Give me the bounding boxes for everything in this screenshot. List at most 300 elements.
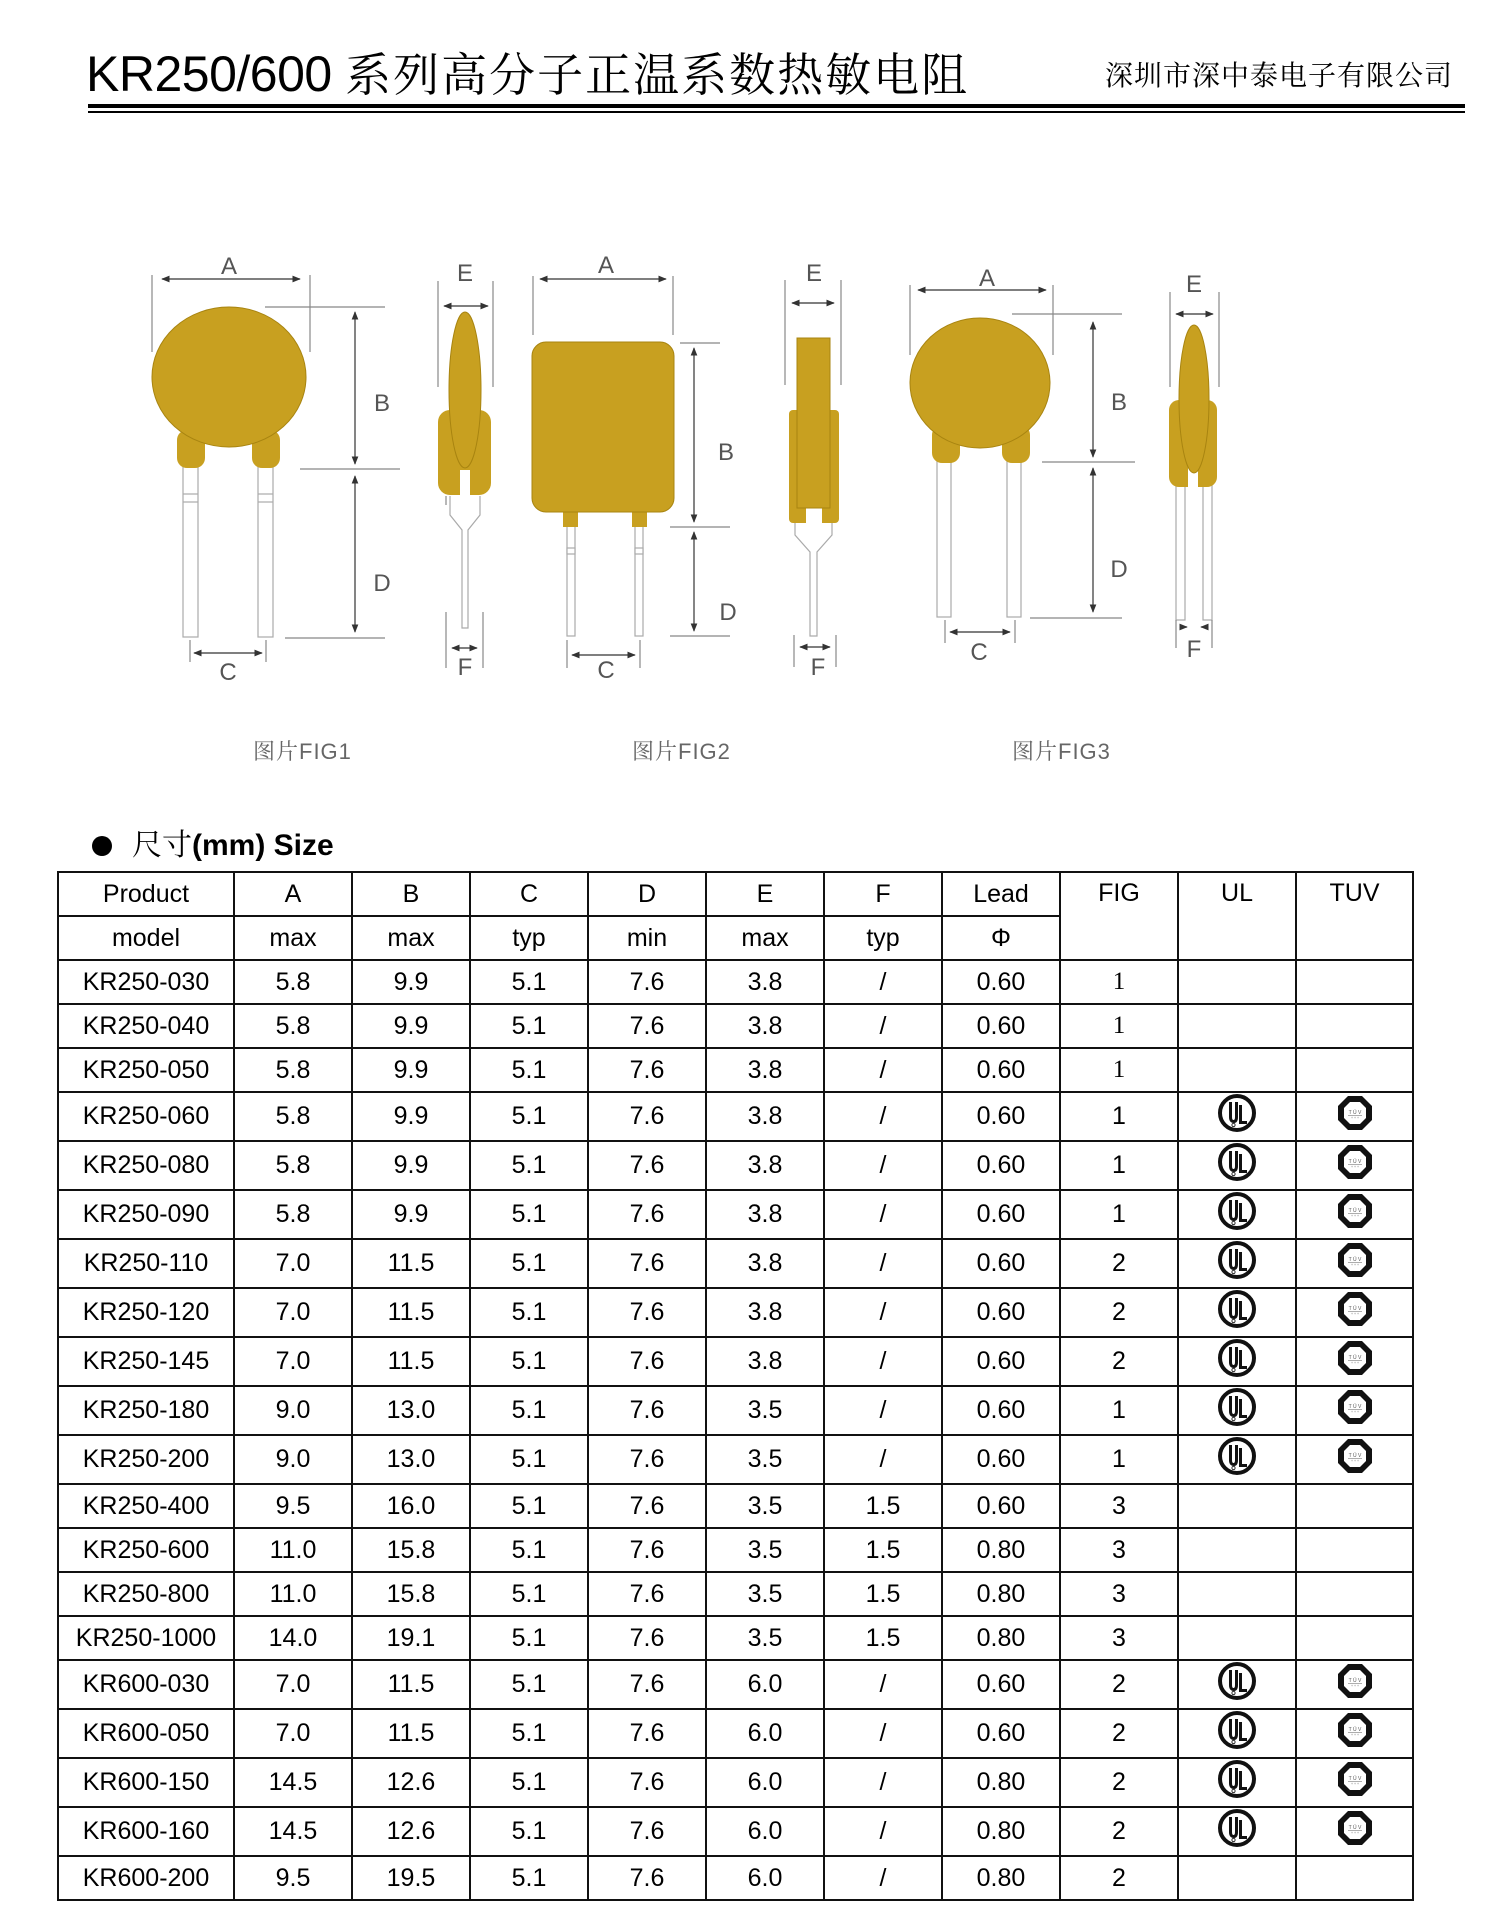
cell-a: 5.8	[234, 1141, 352, 1190]
cell-model: KR250-800	[58, 1572, 234, 1616]
cell-d: 7.6	[588, 960, 706, 1004]
column-header: D	[588, 872, 706, 916]
tuv-certification-icon	[1335, 1142, 1375, 1189]
cell-ul	[1178, 1758, 1296, 1807]
fig3-front-view	[910, 285, 1135, 643]
cell-ul	[1178, 1660, 1296, 1709]
cell-lead: 0.80	[942, 1616, 1060, 1660]
cell-f: 1.5	[824, 1484, 942, 1528]
svg-text:+ + +: + + +	[1350, 1459, 1359, 1463]
cell-d: 7.6	[588, 1758, 706, 1807]
column-subheader: max	[352, 916, 470, 960]
ul-certification-icon	[1217, 1387, 1257, 1434]
cell-a: 5.8	[234, 960, 352, 1004]
fig1-caption: 图片FIG1	[253, 739, 352, 764]
cell-ul	[1178, 960, 1296, 1004]
cell-lead: 0.60	[942, 1709, 1060, 1758]
company-name: 深圳市深中泰电子有限公司	[1105, 59, 1454, 92]
cell-model: KR600-200	[58, 1856, 234, 1900]
cell-a: 11.0	[234, 1572, 352, 1616]
svg-text:T Ü V: T Ü V	[1348, 1776, 1361, 1782]
cell-fig: 2	[1060, 1807, 1178, 1856]
cell-model: KR250-060	[58, 1092, 234, 1141]
svg-text:T Ü V: T Ü V	[1348, 1306, 1361, 1312]
cell-c: 5.1	[470, 1337, 588, 1386]
cell-tuv	[1296, 1048, 1413, 1092]
fig2-label-e: E	[805, 260, 823, 287]
cell-e: 3.8	[706, 1141, 824, 1190]
cell-ul	[1178, 1572, 1296, 1616]
cell-ul	[1178, 1484, 1296, 1528]
cell-fig: 2	[1060, 1239, 1178, 1288]
cell-b: 15.8	[352, 1528, 470, 1572]
cell-lead: 0.60	[942, 1048, 1060, 1092]
cell-a: 14.5	[234, 1758, 352, 1807]
cell-b: 13.0	[352, 1435, 470, 1484]
cell-tuv	[1296, 1435, 1413, 1484]
cell-fig: 3	[1060, 1572, 1178, 1616]
cell-model: KR250-080	[58, 1141, 234, 1190]
ul-certification-icon	[1217, 1289, 1257, 1336]
fig3-label-e: E	[1185, 271, 1203, 298]
cell-lead: 0.60	[942, 1092, 1060, 1141]
cell-lead: 0.80	[942, 1807, 1060, 1856]
fig1-front-view	[152, 275, 400, 662]
cell-lead: 0.80	[942, 1572, 1060, 1616]
cell-e: 3.5	[706, 1435, 824, 1484]
svg-text:+ + +: + + +	[1350, 1684, 1359, 1688]
ul-certification-icon	[1217, 1808, 1257, 1855]
cell-e: 3.8	[706, 1288, 824, 1337]
cell-c: 5.1	[470, 1386, 588, 1435]
cell-model: KR250-110	[58, 1239, 234, 1288]
cell-f: /	[824, 1807, 942, 1856]
size-heading-cn: 尺寸	[132, 828, 192, 863]
cell-fig: 2	[1060, 1337, 1178, 1386]
cell-a: 11.0	[234, 1528, 352, 1572]
svg-text:+ + +: + + +	[1350, 1361, 1359, 1365]
cell-b: 16.0	[352, 1484, 470, 1528]
column-header: C	[470, 872, 588, 916]
column-subheader: Φ	[942, 916, 1060, 960]
cell-f: /	[824, 1141, 942, 1190]
column-header: FIG	[1060, 872, 1178, 960]
cell-fig: 2	[1060, 1660, 1178, 1709]
cell-e: 6.0	[706, 1758, 824, 1807]
table-row	[58, 1709, 1413, 1758]
fig2-front-view	[532, 276, 730, 668]
cell-c: 5.1	[470, 1528, 588, 1572]
cell-e: 6.0	[706, 1807, 824, 1856]
cell-a: 7.0	[234, 1660, 352, 1709]
cell-f: /	[824, 1190, 942, 1239]
cell-fig: 3	[1060, 1616, 1178, 1660]
cell-ul	[1178, 1004, 1296, 1048]
size-table	[57, 871, 1414, 1901]
svg-text:+ + +: + + +	[1350, 1214, 1359, 1218]
cell-d: 7.6	[588, 1572, 706, 1616]
fig1-label-b: B	[373, 390, 391, 417]
cell-b: 9.9	[352, 1004, 470, 1048]
column-header: UL	[1178, 872, 1296, 960]
tuv-certification-icon	[1335, 1808, 1375, 1855]
cell-c: 5.1	[470, 1572, 588, 1616]
column-header: B	[352, 872, 470, 916]
cell-tuv	[1296, 1004, 1413, 1048]
table-row	[58, 1484, 1413, 1528]
cell-model: KR250-030	[58, 960, 234, 1004]
cell-b: 11.5	[352, 1239, 470, 1288]
cell-c: 5.1	[470, 1004, 588, 1048]
cell-lead: 0.60	[942, 1239, 1060, 1288]
cell-fig: 2	[1060, 1856, 1178, 1900]
cell-fig: 3	[1060, 1528, 1178, 1572]
cell-lead: 0.60	[942, 960, 1060, 1004]
ul-certification-icon	[1217, 1240, 1257, 1287]
ul-certification-icon	[1217, 1759, 1257, 1806]
cell-b: 9.9	[352, 1048, 470, 1092]
cell-lead: 0.80	[942, 1528, 1060, 1572]
cell-tuv	[1296, 1660, 1413, 1709]
cell-d: 7.6	[588, 1807, 706, 1856]
cell-f: /	[824, 1758, 942, 1807]
cell-d: 7.6	[588, 1048, 706, 1092]
cell-ul	[1178, 1337, 1296, 1386]
cell-d: 7.6	[588, 1386, 706, 1435]
cell-c: 5.1	[470, 1048, 588, 1092]
cell-lead: 0.80	[942, 1758, 1060, 1807]
cell-c: 5.1	[470, 1239, 588, 1288]
table-row	[58, 1856, 1413, 1900]
cell-d: 7.6	[588, 1484, 706, 1528]
cell-c: 5.1	[470, 1484, 588, 1528]
cell-fig: 1	[1060, 1004, 1178, 1048]
cell-a: 9.0	[234, 1386, 352, 1435]
table-row	[58, 1660, 1413, 1709]
cell-b: 11.5	[352, 1709, 470, 1758]
table-row	[58, 1758, 1413, 1807]
cell-a: 5.8	[234, 1190, 352, 1239]
tuv-certification-icon	[1335, 1661, 1375, 1708]
svg-text:T Ü V: T Ü V	[1348, 1825, 1361, 1831]
cell-model: KR250-180	[58, 1386, 234, 1435]
cell-b: 11.5	[352, 1288, 470, 1337]
cell-d: 7.6	[588, 1528, 706, 1572]
table-row	[58, 1807, 1413, 1856]
cell-tuv	[1296, 1239, 1413, 1288]
cell-e: 3.5	[706, 1386, 824, 1435]
cell-e: 3.8	[706, 1004, 824, 1048]
table-row	[58, 1092, 1413, 1141]
cell-model: KR600-150	[58, 1758, 234, 1807]
cell-lead: 0.80	[942, 1856, 1060, 1900]
fig3-side-view	[1169, 292, 1219, 648]
cell-c: 5.1	[470, 1141, 588, 1190]
cell-tuv	[1296, 1807, 1413, 1856]
cell-fig: 1	[1060, 1141, 1178, 1190]
svg-text:+ + +: + + +	[1350, 1733, 1359, 1737]
cell-d: 7.6	[588, 1709, 706, 1758]
cell-c: 5.1	[470, 1092, 588, 1141]
tuv-certification-icon	[1335, 1240, 1375, 1287]
header-row-1	[58, 872, 1413, 916]
fig2-label-d: D	[719, 599, 737, 626]
cell-lead: 0.60	[942, 1141, 1060, 1190]
cell-tuv	[1296, 1386, 1413, 1435]
cell-tuv	[1296, 960, 1413, 1004]
fig1-label-a: A	[220, 253, 238, 280]
cell-fig: 1	[1060, 1435, 1178, 1484]
cell-c: 5.1	[470, 1758, 588, 1807]
fig3-label-d: D	[1110, 556, 1128, 583]
cell-model: KR600-050	[58, 1709, 234, 1758]
cell-ul	[1178, 1386, 1296, 1435]
svg-text:T Ü V: T Ü V	[1348, 1208, 1361, 1214]
table-row	[58, 1435, 1413, 1484]
cell-a: 9.5	[234, 1856, 352, 1900]
cell-d: 7.6	[588, 1239, 706, 1288]
fig3-label-b: B	[1110, 389, 1128, 416]
column-header: Product	[58, 872, 234, 916]
svg-text:+ + +: + + +	[1350, 1263, 1359, 1267]
cell-ul	[1178, 1288, 1296, 1337]
table-row	[58, 1528, 1413, 1572]
cell-lead: 0.60	[942, 1004, 1060, 1048]
fig3-caption: 图片FIG3	[1012, 739, 1111, 764]
cell-f: /	[824, 1856, 942, 1900]
cell-c: 5.1	[470, 960, 588, 1004]
tuv-certification-icon	[1335, 1338, 1375, 1385]
cell-b: 9.9	[352, 1190, 470, 1239]
tuv-certification-icon	[1335, 1436, 1375, 1483]
cell-c: 5.1	[470, 1190, 588, 1239]
column-header: F	[824, 872, 942, 916]
cell-tuv	[1296, 1092, 1413, 1141]
cell-tuv	[1296, 1288, 1413, 1337]
cell-fig: 1	[1060, 1048, 1178, 1092]
cell-d: 7.6	[588, 1660, 706, 1709]
cell-c: 5.1	[470, 1856, 588, 1900]
cell-tuv	[1296, 1709, 1413, 1758]
tuv-certification-icon	[1335, 1710, 1375, 1757]
column-header: Lead	[942, 872, 1060, 916]
svg-text:T Ü V: T Ü V	[1348, 1257, 1361, 1263]
dimension-drawings	[0, 0, 1508, 800]
cell-model: KR250-120	[58, 1288, 234, 1337]
svg-text:T Ü V: T Ü V	[1348, 1678, 1361, 1684]
cell-model: KR250-1000	[58, 1616, 234, 1660]
cell-a: 7.0	[234, 1288, 352, 1337]
cell-ul	[1178, 1239, 1296, 1288]
svg-text:+ + +: + + +	[1350, 1312, 1359, 1316]
table-row	[58, 1141, 1413, 1190]
svg-text:T Ü V: T Ü V	[1348, 1159, 1361, 1165]
cell-a: 9.5	[234, 1484, 352, 1528]
cell-tuv	[1296, 1856, 1413, 1900]
size-section-heading	[92, 826, 334, 866]
cell-tuv	[1296, 1141, 1413, 1190]
tuv-certification-icon	[1335, 1289, 1375, 1336]
cell-b: 9.9	[352, 1092, 470, 1141]
cell-tuv	[1296, 1190, 1413, 1239]
table-row	[58, 1337, 1413, 1386]
svg-text:T Ü V: T Ü V	[1348, 1727, 1361, 1733]
cell-tuv	[1296, 1758, 1413, 1807]
cell-b: 11.5	[352, 1660, 470, 1709]
cell-b: 11.5	[352, 1337, 470, 1386]
cell-fig: 1	[1060, 1190, 1178, 1239]
cell-f: /	[824, 1092, 942, 1141]
tuv-certification-icon	[1335, 1387, 1375, 1434]
cell-ul	[1178, 1092, 1296, 1141]
cell-model: KR250-145	[58, 1337, 234, 1386]
cell-b: 12.6	[352, 1807, 470, 1856]
cell-f: /	[824, 1288, 942, 1337]
bullet-icon	[92, 836, 112, 856]
cell-ul	[1178, 1709, 1296, 1758]
svg-text:+ + +: + + +	[1350, 1410, 1359, 1414]
svg-text:T Ü V: T Ü V	[1348, 1355, 1361, 1361]
cell-model: KR250-040	[58, 1004, 234, 1048]
svg-text:+ + +: + + +	[1350, 1165, 1359, 1169]
cell-f: /	[824, 1004, 942, 1048]
fig1-side-view	[438, 281, 493, 668]
cell-fig: 2	[1060, 1288, 1178, 1337]
cell-f: 1.5	[824, 1528, 942, 1572]
title-model: KR250/600	[86, 46, 332, 102]
cell-lead: 0.60	[942, 1386, 1060, 1435]
cell-ul	[1178, 1807, 1296, 1856]
cell-lead: 0.60	[942, 1288, 1060, 1337]
cell-c: 5.1	[470, 1660, 588, 1709]
tuv-certification-icon	[1335, 1191, 1375, 1238]
ul-certification-icon	[1217, 1191, 1257, 1238]
cell-fig: 1	[1060, 960, 1178, 1004]
ul-certification-icon	[1217, 1142, 1257, 1189]
size-heading-en: (mm) Size	[192, 829, 334, 862]
cell-f: /	[824, 1337, 942, 1386]
fig2-label-f: F	[810, 654, 826, 681]
cell-ul	[1178, 1435, 1296, 1484]
svg-text:T Ü V: T Ü V	[1348, 1110, 1361, 1116]
cell-e: 3.8	[706, 1048, 824, 1092]
cell-lead: 0.60	[942, 1337, 1060, 1386]
cell-e: 6.0	[706, 1709, 824, 1758]
cell-a: 5.8	[234, 1092, 352, 1141]
fig2-label-c: C	[597, 657, 615, 684]
cell-ul	[1178, 1528, 1296, 1572]
cell-fig: 2	[1060, 1758, 1178, 1807]
cell-model: KR600-160	[58, 1807, 234, 1856]
cell-c: 5.1	[470, 1435, 588, 1484]
cell-fig: 3	[1060, 1484, 1178, 1528]
cell-d: 7.6	[588, 1141, 706, 1190]
cell-d: 7.6	[588, 1337, 706, 1386]
cell-ul	[1178, 1856, 1296, 1900]
column-header: TUV	[1296, 872, 1413, 960]
ul-certification-icon	[1217, 1338, 1257, 1385]
fig1-label-f: F	[457, 654, 473, 681]
fig3-label-f: F	[1186, 636, 1202, 663]
cell-ul	[1178, 1190, 1296, 1239]
cell-fig: 1	[1060, 1386, 1178, 1435]
cell-c: 5.1	[470, 1288, 588, 1337]
table-row	[58, 1004, 1413, 1048]
cell-lead: 0.60	[942, 1190, 1060, 1239]
cell-ul	[1178, 1048, 1296, 1092]
cell-e: 3.5	[706, 1528, 824, 1572]
tuv-certification-icon	[1335, 1759, 1375, 1806]
cell-f: /	[824, 1239, 942, 1288]
cell-f: /	[824, 1435, 942, 1484]
cell-e: 3.8	[706, 1190, 824, 1239]
fig1-label-d: D	[373, 570, 391, 597]
cell-c: 5.1	[470, 1616, 588, 1660]
cell-d: 7.6	[588, 1288, 706, 1337]
cell-e: 6.0	[706, 1660, 824, 1709]
column-subheader: max	[706, 916, 824, 960]
table-row	[58, 1190, 1413, 1239]
table-row	[58, 960, 1413, 1004]
ul-certification-icon	[1217, 1710, 1257, 1757]
column-header: E	[706, 872, 824, 916]
cell-lead: 0.60	[942, 1484, 1060, 1528]
cell-tuv	[1296, 1528, 1413, 1572]
cell-f: 1.5	[824, 1572, 942, 1616]
fig3-label-c: C	[970, 639, 988, 666]
cell-b: 13.0	[352, 1386, 470, 1435]
fig2-label-b: B	[717, 439, 735, 466]
cell-c: 5.1	[470, 1709, 588, 1758]
cell-a: 7.0	[234, 1337, 352, 1386]
ul-certification-icon	[1217, 1436, 1257, 1483]
table-row	[58, 1239, 1413, 1288]
fig1-label-c: C	[219, 659, 237, 686]
cell-b: 12.6	[352, 1758, 470, 1807]
cell-ul	[1178, 1141, 1296, 1190]
title-description: 系列高分子正温系数热敏电阻	[345, 48, 970, 102]
cell-tuv	[1296, 1572, 1413, 1616]
cell-model: KR250-090	[58, 1190, 234, 1239]
column-subheader: min	[588, 916, 706, 960]
fig1-label-e: E	[456, 260, 474, 287]
svg-text:+ + +: + + +	[1350, 1782, 1359, 1786]
cell-f: /	[824, 1709, 942, 1758]
column-subheader: typ	[824, 916, 942, 960]
table-row	[58, 1288, 1413, 1337]
column-subheader: model	[58, 916, 234, 960]
cell-f: /	[824, 1048, 942, 1092]
cell-model: KR250-200	[58, 1435, 234, 1484]
cell-e: 6.0	[706, 1856, 824, 1900]
cell-f: /	[824, 960, 942, 1004]
column-subheader: max	[234, 916, 352, 960]
cell-e: 3.5	[706, 1572, 824, 1616]
cell-f: 1.5	[824, 1616, 942, 1660]
cell-d: 7.6	[588, 1856, 706, 1900]
cell-a: 5.8	[234, 1004, 352, 1048]
table-row	[58, 1572, 1413, 1616]
cell-d: 7.6	[588, 1435, 706, 1484]
cell-tuv	[1296, 1484, 1413, 1528]
cell-b: 19.1	[352, 1616, 470, 1660]
cell-a: 5.8	[234, 1048, 352, 1092]
cell-fig: 2	[1060, 1709, 1178, 1758]
cell-d: 7.6	[588, 1616, 706, 1660]
cell-b: 9.9	[352, 960, 470, 1004]
tuv-certification-icon	[1335, 1093, 1375, 1140]
fig3-label-a: A	[978, 265, 996, 292]
